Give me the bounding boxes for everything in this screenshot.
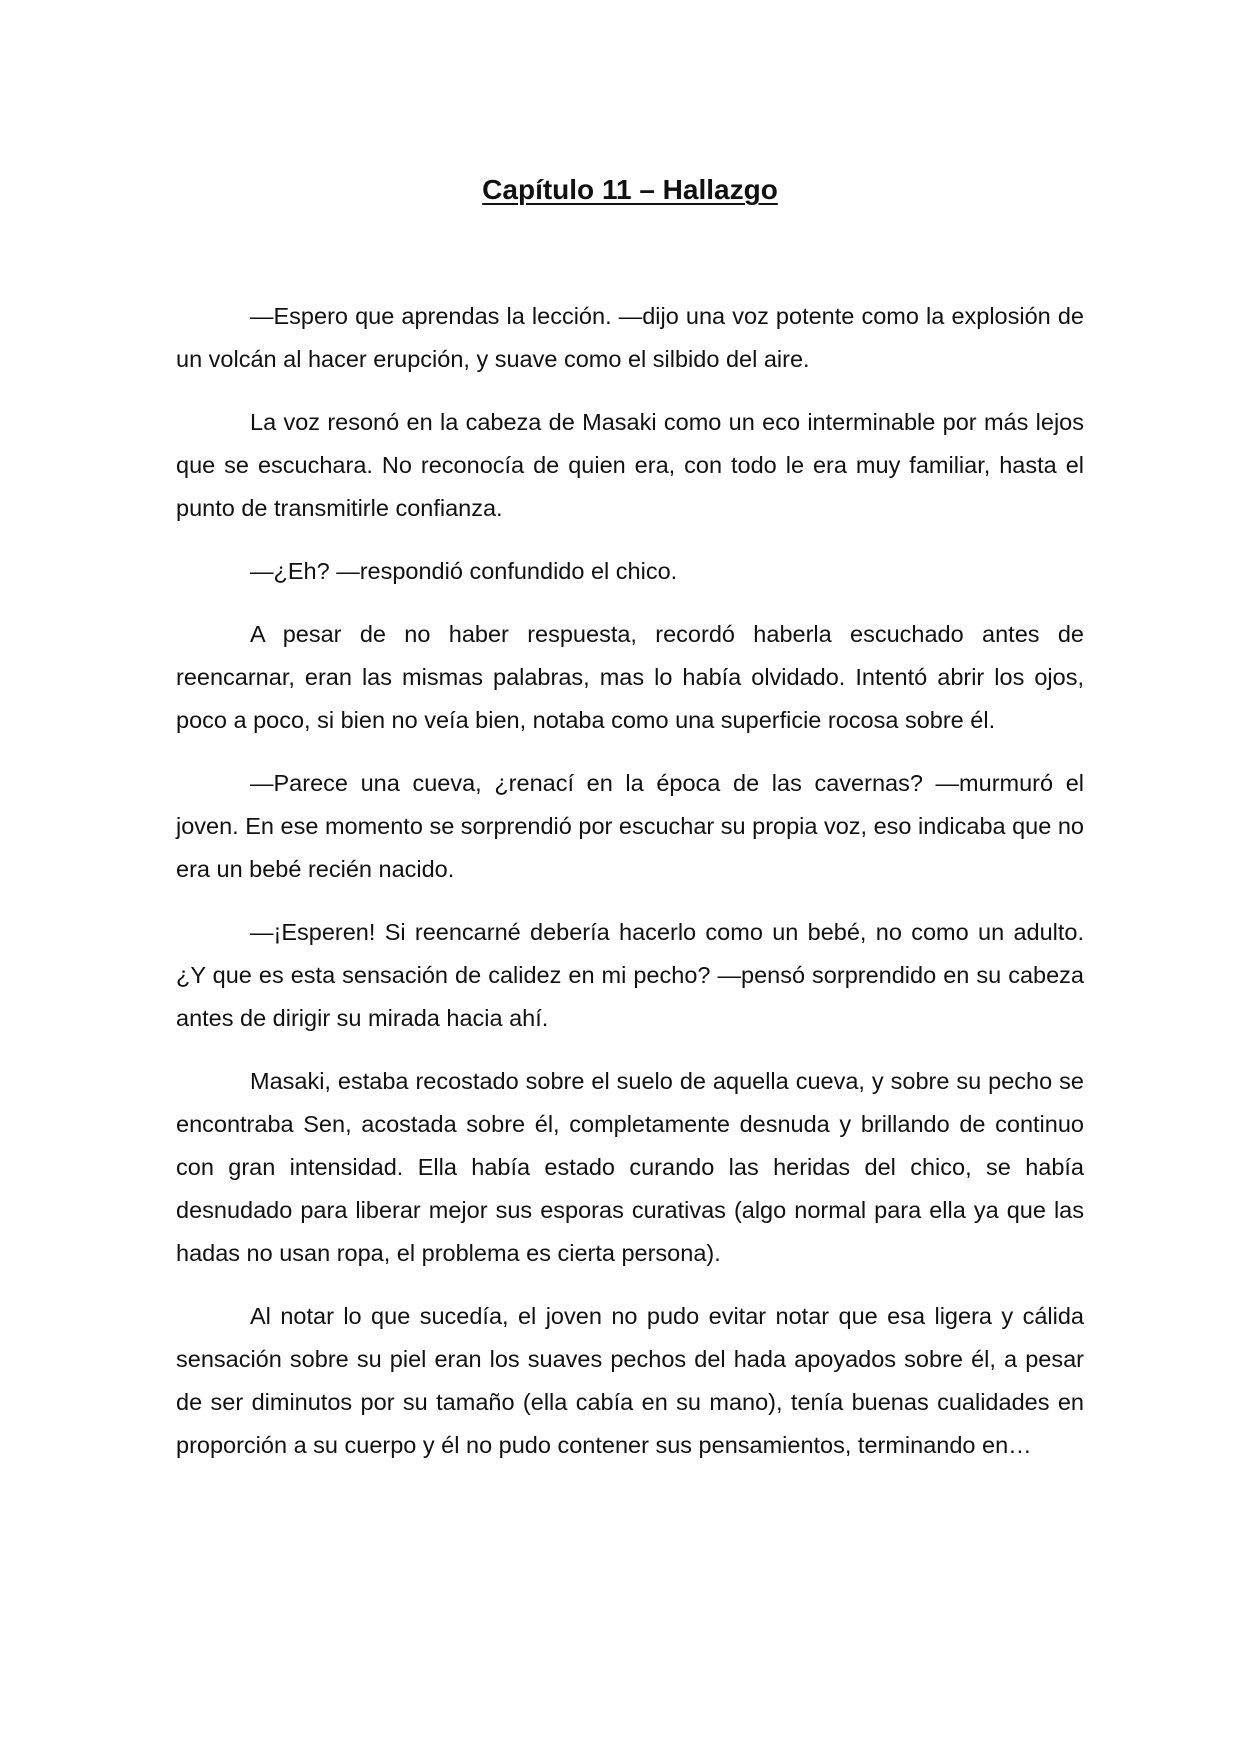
- paragraph: —Parece una cueva, ¿renací en la época de las cavernas? —murmuró el joven. En ese momento se sorprendió por escuchar su propia voz, eso indicaba que no era un bebé recién nacido.: [176, 770, 1084, 882]
- paragraph: A pesar de no haber respuesta, recordó haberla escuchado antes de reencarnar, eran las mismas palabras, mas lo había olvidado. Intentó abrir los ojos, poco a poco, si bien no veía bien, notaba como una superficie rocosa sobre él.: [176, 621, 1084, 733]
- paragraph: Masaki, estaba recostado sobre el suelo de aquella cueva, y sobre su pecho se encontraba Sen, acostada sobre él, completamente desnuda y brillando de continuo con gran intensidad. Ella había estado curando las heridas del chico, se había desnudado para liberar mejor sus esporas curativas (algo normal para ella ya que las hadas no usan ropa, el problema es cierta persona).: [176, 1068, 1084, 1266]
- paragraph: —Espero que aprendas la lección. —dijo una voz potente como la explosión de un volcán al hacer erupción, y suave como el silbido del aire.: [176, 303, 1084, 372]
- chapter-title: Capítulo 11 – Hallazgo: [482, 174, 778, 205]
- paragraph: Al notar lo que sucedía, el joven no pudo evitar notar que esa ligera y cálida sensación sobre su piel eran los suaves pechos del hada apoyados sobre él, a pesar de ser diminutos por su tamaño (ella cabía en su mano), tenía buenas cualidades en proporción a su cuerpo y él no pudo contener sus pensamientos, terminando en…: [176, 1303, 1084, 1458]
- paragraph: —¿Eh? —respondió confundido el chico.: [250, 558, 678, 584]
- paragraph: —¡Esperen! Si reencarné debería hacerlo como un bebé, no como un adulto. ¿Y que es esta sensación de calidez en mi pecho? —pensó sorprendido en su cabeza antes de dirigir su mirada hacia ahí.: [176, 919, 1084, 1031]
- chapter-body: [176, 295, 1084, 1487]
- paragraph: La voz resonó en la cabeza de Masaki como un eco interminable por más lejos que se escuchara. No reconocía de quien era, con todo le era muy familiar, hasta el punto de transmitirle confianza.: [176, 409, 1084, 521]
